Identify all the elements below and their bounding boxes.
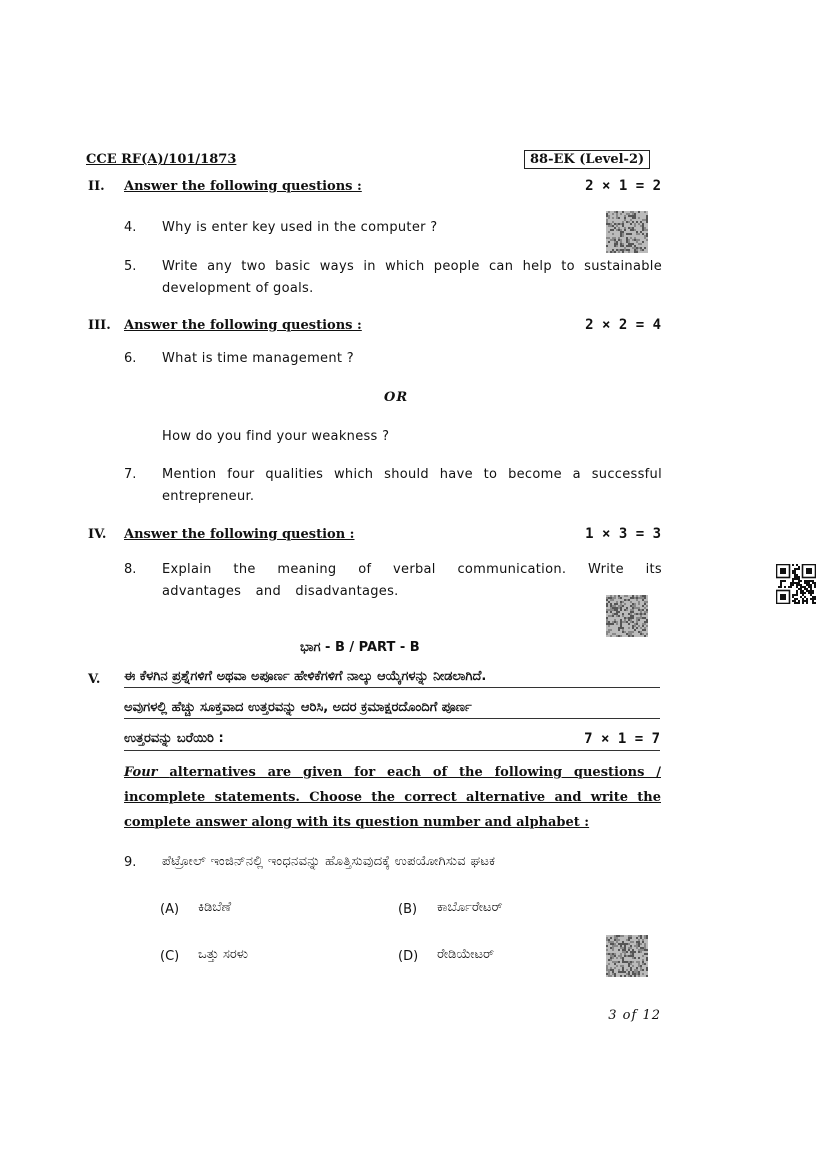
option-c-text: ಒತ್ತು ಸರಳು <box>198 947 248 962</box>
question-6-alternative-text: How do you find your weakness ? <box>162 429 390 444</box>
section-4-title: Answer the following question : <box>124 527 355 542</box>
section-5-kannada-line-3 <box>124 731 660 751</box>
question-4-text: Why is enter key used in the computer ? <box>162 220 438 235</box>
paper-code-box: 88-EK (Level-2) <box>524 150 650 169</box>
question-6-text: What is time management ? <box>162 351 354 366</box>
qr-code-side <box>776 564 816 604</box>
section-5-kannada-line-1 <box>124 669 660 688</box>
section-3-title: Answer the following questions : <box>124 318 362 333</box>
question-5-text: Write any two basic ways in which people can help to sustainable development of goals. <box>162 259 662 296</box>
kn-line-1-text: ಈ ಕೆಳಗಿನ ಪ್ರಶ್ನೆಗಳಿಗೆ ಅಥವಾ ಅಪೂರ್ಣ ಹೇಳಿಕೆಗಳಿಗೆ ನಾಲ್ಕು ಆಯ್ಕೆಗಳನ್ನು ನೀಡಲಾಗಿದೆ. <box>124 669 487 684</box>
section-4-number: IV. <box>88 527 107 542</box>
section-5-english-instruction <box>124 760 661 835</box>
part-b-heading: ಭಾಗ - B / PART - B <box>300 640 420 655</box>
section-2-number: II. <box>88 179 105 194</box>
qr-code-small <box>606 595 648 637</box>
question-8-text: Explain the meaning of verbal communication. Write its advantages and disadvantages. <box>162 562 662 599</box>
section-2-title: Answer the following questions : <box>124 179 362 194</box>
section-5-number: V. <box>88 672 101 687</box>
qr-code-small <box>606 211 648 253</box>
question-7-number: 7. <box>124 467 137 482</box>
section-2-marks: 2 × 1 = 2 <box>585 178 661 194</box>
kn-line-3-text: ಉತ್ತರವನ್ನು ಬರೆಯಿರಿ : <box>124 731 224 746</box>
question-8-number: 8. <box>124 562 137 577</box>
instruction-four: Four <box>124 765 158 780</box>
question-7-text: Mention four qualities which should have to become a successful entrepreneur. <box>162 467 662 504</box>
option-d-label: (D) <box>398 949 419 964</box>
instruction-rest: alternatives are given for each of the following questions / incomplete statements. Choose the correct alternative and write the complete answer along with its question number and alphabet : <box>124 765 661 830</box>
page-number: 3 of 12 <box>608 1008 661 1023</box>
section-5-kannada-line-2 <box>124 700 660 719</box>
section-3-marks: 2 × 2 = 4 <box>585 317 661 333</box>
section-5-marks: 7 × 1 = 7 <box>584 731 660 747</box>
option-b-label: (B) <box>398 902 418 917</box>
question-5-number: 5. <box>124 259 137 274</box>
option-d-text: ರೇಡಿಯೇಟರ್ <box>437 947 495 962</box>
question-9-text: ಪೆಟ್ರೋಲ್ ಇಂಜಿನ್‌ನಲ್ಲಿ ಇಂಧನವನ್ನು ಹೊತ್ತಿಸುವುದಕ್ಕೆ ಉಪಯೋಗಿಸುವ ಘಟಕ <box>162 854 496 869</box>
option-a-text: ಕಿಡಿಬೆಣೆ <box>198 900 232 915</box>
option-c-label: (C) <box>160 949 180 964</box>
section-4-marks: 1 × 3 = 3 <box>585 526 661 542</box>
question-9-number: 9. <box>124 855 137 870</box>
paper-id-code: CCE RF(A)/101/1873 <box>86 152 237 167</box>
question-4-number: 4. <box>124 220 137 235</box>
option-a-label: (A) <box>160 902 180 917</box>
question-6-number: 6. <box>124 351 137 366</box>
or-separator: OR <box>384 390 409 405</box>
qr-code-small <box>606 935 648 977</box>
kn-line-2-text: ಅವುಗಳಲ್ಲಿ ಹೆಚ್ಚು ಸೂಕ್ತವಾದ ಉತ್ತರವನ್ನು ಆರಿಸಿ, ಅದರ ಕ್ರಮಾಕ್ಷರದೊಂದಿಗೆ ಪೂರ್ಣ <box>124 700 472 715</box>
option-b-text: ಕಾರ್ಬೊರೇಟರ್ <box>437 900 503 915</box>
section-3-number: III. <box>88 318 111 333</box>
